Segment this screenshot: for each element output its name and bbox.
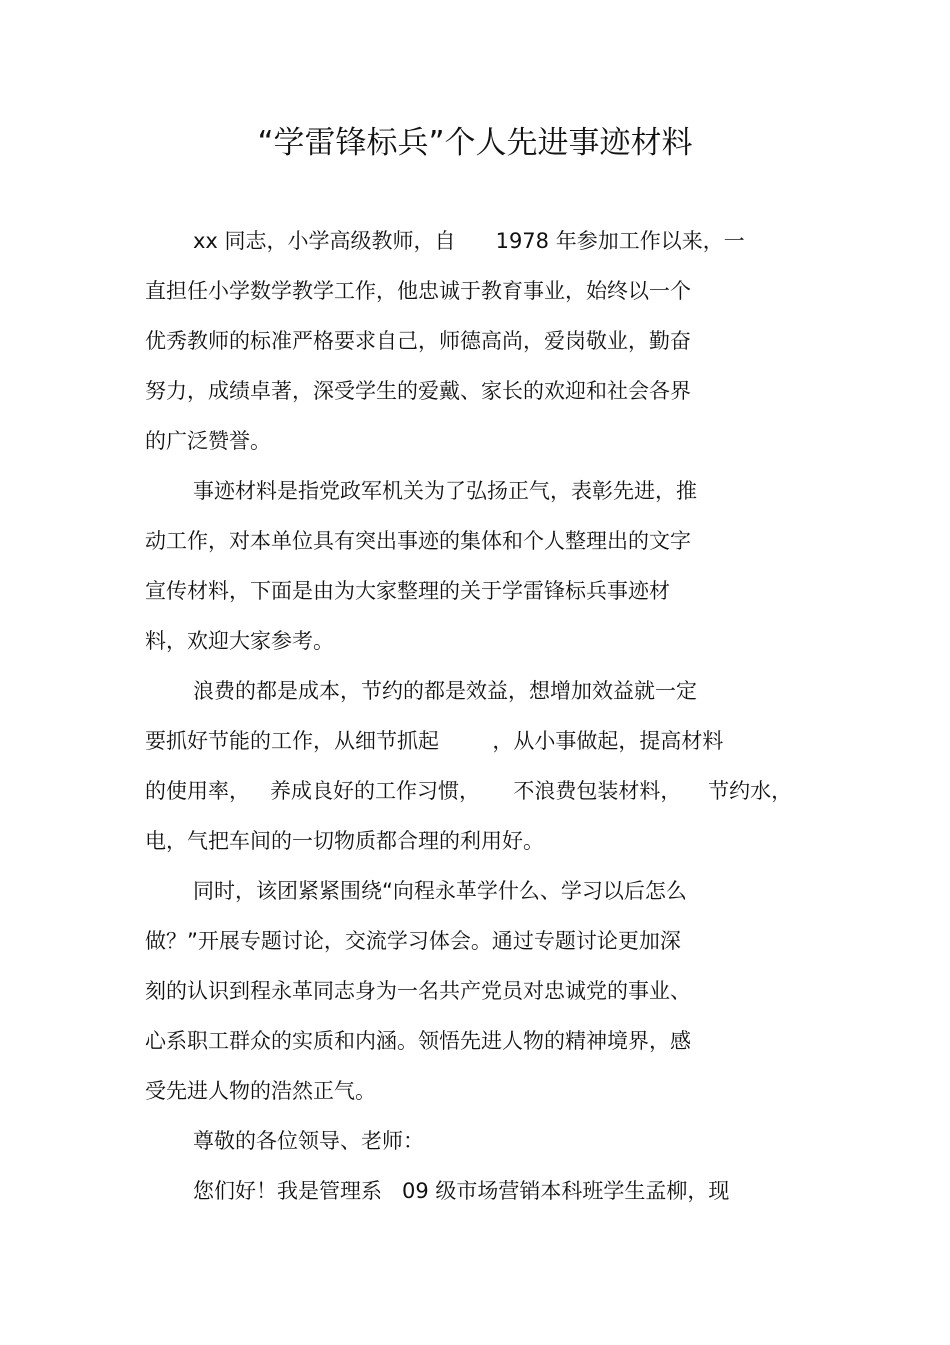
paragraph-2-line-1: 事迹材料是指党政军机关为了弘扬正气，表彰先进，推	[193, 479, 697, 503]
paragraph-1-line-4: 努力，成绩卓著，深受学生的爱戴、家长的欢迎和社会各界	[145, 379, 691, 403]
document-title: “学雷锋标兵”个人先进事迹材料	[257, 125, 693, 161]
paragraph-3-line-2: 要抓好节能的工作，从细节抓起 ，从小事做起，提高材料	[145, 729, 724, 753]
paragraph-4-line-5: 受先进人物的浩然正气。	[145, 1079, 376, 1103]
paragraph-3-line-4: 电，气把车间的一切物质都合理的利用好。	[145, 829, 544, 853]
paragraph-2-line-4: 料，欢迎大家参考。	[145, 629, 334, 653]
paragraph-6-line-1: 您们好！我是管理系 09 级市场营销本科班学生孟柳，现	[193, 1179, 730, 1203]
paragraph-1-line-1: xx 同志，小学高级教师，自 1978 年参加工作以来，一	[193, 229, 745, 253]
paragraph-1-line-2: 直担任小学数学教学工作，他忠诚于教育事业，始终以一个	[145, 279, 691, 303]
paragraph-5-line-1: 尊敬的各位领导、老师：	[193, 1129, 424, 1153]
paragraph-4-line-2: 做？”开展专题讨论，交流学习体会。通过专题讨论更加深	[145, 929, 681, 953]
paragraph-1-line-3: 优秀教师的标准严格要求自己，师德高尚，爱岗敬业，勤奋	[145, 329, 691, 353]
paragraph-1-line-5: 的广泛赞誉。	[145, 429, 271, 453]
paragraph-3-line-1: 浪费的都是成本，节约的都是效益，想增加效益就一定	[193, 679, 697, 703]
paragraph-4-line-3: 刻的认识到程永革同志身为一名共产党员对忠诚党的事业、	[145, 979, 691, 1003]
paragraph-2-line-2: 动工作，对本单位具有突出事迹的集体和个人整理出的文字	[145, 529, 691, 553]
paragraph-2-line-3: 宣传材料，下面是由为大家整理的关于学雷锋标兵事迹材	[145, 579, 670, 603]
paragraph-4-line-1: 同时，该团紧紧围绕“向程永革学什么、学习以后怎么	[193, 879, 687, 903]
paragraph-4-line-4: 心系职工群众的实质和内涵。领悟先进人物的精神境界，感	[145, 1029, 691, 1053]
paragraph-3-line-3: 的使用率， 养成良好的工作习惯， 不浪费包装材料， 节约水，	[145, 779, 793, 803]
